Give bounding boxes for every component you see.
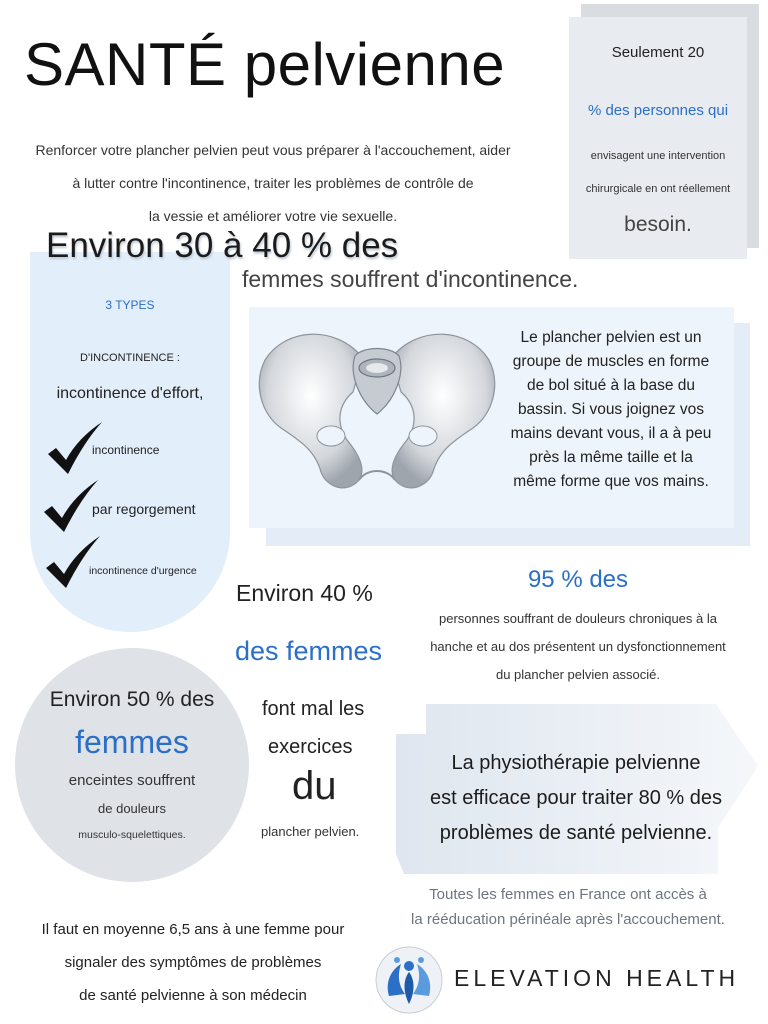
checkmark-icon bbox=[40, 478, 102, 534]
exercise-stat-line: plancher pelvien. bbox=[261, 824, 360, 839]
pelvis-line: près la même taille et la bbox=[529, 449, 693, 466]
exercise-stat-line: exercices bbox=[268, 736, 353, 758]
pelvis-line: de bol situé à la base du bbox=[526, 377, 696, 394]
exercise-stat-accent: des femmes bbox=[235, 636, 383, 666]
intro-line: la vessie et améliorer votre vie sexuelle. bbox=[148, 208, 398, 224]
physio-line: est efficace pour traiter 80 % des bbox=[429, 787, 722, 809]
physio-line: La physiothérapie pelvienne bbox=[451, 752, 701, 774]
physio-line: problèmes de santé pelvienne. bbox=[439, 822, 713, 844]
france-line: Toutes les femmes en France ont accès à bbox=[429, 886, 707, 903]
pregnancy-stat-line: de douleurs bbox=[98, 801, 166, 816]
pelvic-floor-description bbox=[500, 326, 722, 494]
pregnancy-stat-line: enceintes souffrent bbox=[68, 772, 196, 789]
pregnancy-stat-circle bbox=[15, 648, 249, 882]
chronic-pain-line: du plancher pelvien associé. bbox=[495, 667, 661, 682]
checkmark-icon bbox=[42, 534, 104, 590]
delay-line: Il faut en moyenne 6,5 ans à une femme pour bbox=[41, 921, 345, 938]
brand-name: ELEVATION HEALTH bbox=[454, 965, 740, 991]
pelvis-line: groupe de muscles en forme bbox=[512, 353, 710, 370]
exercise-stat-line: font mal les bbox=[262, 698, 365, 720]
surgery-stat-card bbox=[569, 17, 747, 259]
intro-line: Renforcer votre plancher pelvien peut vous préparer à l'accouchement, aider bbox=[35, 142, 511, 158]
card-line-emphasis: besoin. bbox=[624, 213, 692, 236]
card-line: envisagent une intervention bbox=[590, 150, 726, 162]
incontinence-subline: femmes souffrent d'incontinence. bbox=[242, 266, 579, 292]
pregnancy-stat-line: musculo-squelettiques. bbox=[78, 829, 186, 841]
delay-line: de santé pelvienne à son médecin bbox=[79, 987, 307, 1004]
card-line: chirurgicale en ont réellement bbox=[585, 183, 731, 195]
france-note bbox=[388, 882, 748, 932]
page-title: SANTÉ pelvienne bbox=[24, 31, 506, 98]
pregnancy-stat-accent: femmes bbox=[75, 724, 189, 760]
exercise-stat-emphasis: du bbox=[292, 764, 337, 808]
pelvis-line: même forme que vos mains. bbox=[513, 473, 709, 490]
pelvis-line: mains devant vous, il a à peu bbox=[510, 425, 712, 442]
exercise-stat-line: Environ 40 % bbox=[236, 580, 373, 606]
pelvis-line: Le plancher pelvien est un bbox=[520, 329, 702, 346]
card-line: Seulement 20 bbox=[611, 44, 705, 61]
chronic-pain-headline: 95 % des bbox=[527, 566, 629, 593]
elevation-logo-icon bbox=[375, 946, 443, 1014]
chronic-pain-line: personnes souffrant de douleurs chroniques à la bbox=[438, 611, 717, 626]
types-item: incontinence d'urgence bbox=[89, 565, 197, 577]
chronic-pain-description bbox=[408, 605, 748, 689]
intro-line: à lutter contre l'incontinence, traiter les problèmes de contrôle de bbox=[72, 175, 474, 191]
types-heading: 3 TYPES bbox=[105, 298, 155, 312]
incontinence-headline: Environ 30 à 40 % des bbox=[46, 226, 399, 265]
card-line-accent: % des personnes qui bbox=[587, 102, 729, 119]
types-item: incontinence bbox=[92, 443, 160, 457]
france-line: la rééducation périnéale après l'accouchement. bbox=[411, 911, 725, 928]
types-subheading: D'INCONTINENCE : bbox=[80, 352, 180, 364]
types-first: incontinence d'effort, bbox=[56, 385, 204, 402]
diagnosis-delay-note bbox=[20, 913, 366, 1012]
chronic-pain-line: hanche et au dos présentent un dysfonctionnement bbox=[430, 639, 726, 654]
pelvis-line: bassin. Si vous joignez vos bbox=[517, 401, 705, 418]
checkmark-icon bbox=[44, 420, 106, 476]
types-item: par regorgement bbox=[92, 501, 196, 517]
pregnancy-stat-line: Environ 50 % des bbox=[49, 688, 215, 711]
pelvis-illustration-icon bbox=[255, 318, 500, 496]
physio-statement bbox=[400, 746, 752, 851]
intro-paragraph bbox=[20, 134, 526, 233]
delay-line: signaler des symptômes de problèmes bbox=[64, 954, 322, 971]
